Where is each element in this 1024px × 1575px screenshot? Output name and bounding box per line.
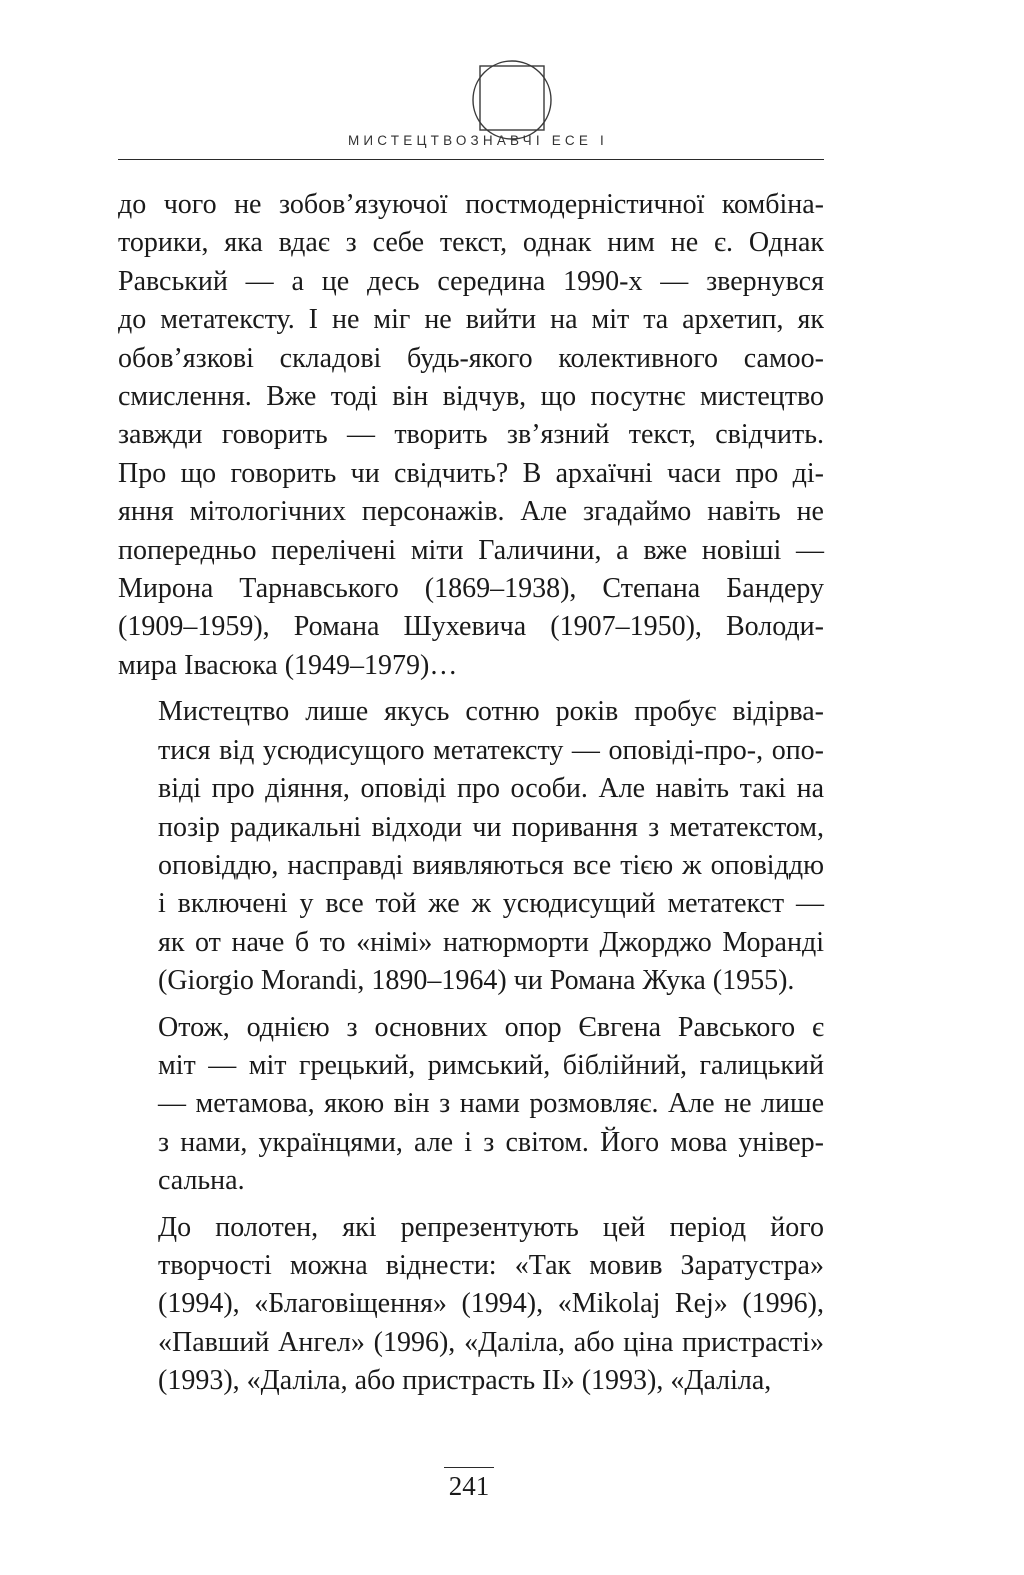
text-line: (1994), «Благовіщення» (1994), «Mikolaj Rej» (1996), <box>158 1288 824 1320</box>
text-line: Равський — а це десь середина 1990-х — звернувся <box>118 265 824 297</box>
text-line: оповіддю, насправді виявляються все тією ж оповіддю <box>158 849 824 881</box>
text-line: торики, яка вдає з себе текст, однак ним не є. Однак <box>118 227 824 259</box>
text-line: міт — міт грецький, римський, біблійний, галицький <box>158 1049 824 1081</box>
text-line: мира Івасюка (1949–1979)… <box>118 649 458 681</box>
text-line: тися від усюдисущого метатексту — оповіді-про-, опо- <box>158 734 824 766</box>
header-rule <box>118 159 824 160</box>
text-line: з нами, українцями, але і з світом. Його мова універ- <box>158 1126 824 1158</box>
text-line: і включені у все той же ж усюдисущий метатекст — <box>158 888 824 920</box>
text-line: обов’язкові складові будь-якого колективного самоо- <box>118 342 824 374</box>
text-line: Мистецтво лише якусь сотню років пробує відірва- <box>158 696 824 728</box>
text-line: смислення. Вже тоді він відчув, що посутнє мистецтво <box>118 381 824 413</box>
text-line: як от наче б то «німі» натюрморти Джорджо Моранді <box>158 926 824 958</box>
text-line: віді про діяння, оповіді про особи. Але навіть такі на <box>158 773 824 805</box>
text-line: (1909–1959), Романа Шухевича (1907–1950), Володи- <box>118 611 824 643</box>
text-line: — метамова, якою він з нами розмовляє. Але не лише <box>158 1088 824 1120</box>
text-line: До полотен, які репрезентують цей період його <box>158 1211 824 1243</box>
paragraph <box>118 1209 824 1401</box>
text-line: творчості можна віднести: «Так мовив Заратустра» <box>158 1249 824 1281</box>
paragraph <box>118 186 824 685</box>
text-line: яння мітологічних персонажів. Але згадаймо навіть не <box>118 496 824 528</box>
text-line: «Павший Ангел» (1996), «Даліла, або ціна пристрасті» <box>158 1326 824 1358</box>
page-number: 241 <box>444 1467 494 1502</box>
text-line: до метатексту. І не міг не вийти на міт та архетип, як <box>118 304 824 336</box>
body-text <box>118 186 824 1401</box>
text-line: завжди говорить — творить зв’язний текст, свідчить. <box>118 419 824 451</box>
text-line: (Giorgio Morandi, 1890–1964) чи Романа Жука (1955). <box>158 965 795 997</box>
text-line: (1993), «Даліла, або пристрасть ІІ» (1993), «Даліла, <box>158 1365 772 1397</box>
text-line: попередньо перелічені міти Галичини, а вже новіші — <box>118 534 824 566</box>
text-line: Отож, однією з основних опор Євгена Равського є <box>158 1011 824 1043</box>
paragraph <box>118 693 824 1000</box>
text-line: Мирона Тарнавського (1869–1938), Степана Бандеру <box>118 573 824 605</box>
text-line: до чого не зобов’язуючої постмодерністичної комбіна- <box>118 189 824 220</box>
text-line: сальна. <box>158 1165 245 1197</box>
paragraph <box>118 1009 824 1201</box>
text-line: Про що говорить чи свідчить? В архаїчні часи про ді- <box>118 457 824 489</box>
running-head: МИСТЕЦТВОЗНАВЧІ ЕСЕ І <box>347 133 608 148</box>
text-line: позір радикальні відходи чи поривання з метатекстом, <box>158 811 824 843</box>
